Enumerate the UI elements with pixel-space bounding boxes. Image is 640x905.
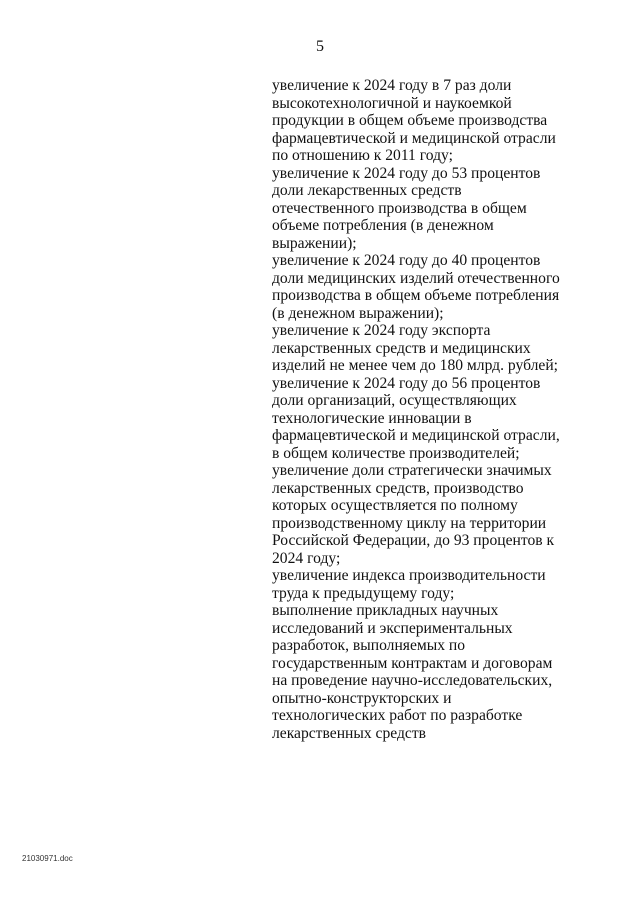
text-line: 2024 году; <box>272 549 341 567</box>
text-line: лекарственных средств <box>272 724 427 742</box>
text-line: исследований и экспериментальных <box>272 619 513 637</box>
text-line: выполнение прикладных научных <box>272 602 499 619</box>
text-line: лекарственных средств и медицинских <box>272 339 531 357</box>
text-line: лекарственных средств, производство <box>272 479 524 497</box>
text-line: отечественного производства в общем <box>272 199 527 217</box>
text-line: разработок, выполняемых по <box>272 637 466 654</box>
text-line: доли медицинских изделий отечественного <box>272 269 560 287</box>
page-number: 5 <box>316 38 324 55</box>
text-line: высокотехнологичной и наукоемкой <box>272 94 512 112</box>
text-line: доли организаций, осуществляющих <box>272 392 517 409</box>
body-text <box>272 77 592 742</box>
text-line: которых осуществляется по полному <box>272 497 518 514</box>
text-line: фармацевтической и медицинской отрасли, <box>272 427 560 444</box>
text-line: по отношению к 2011 году; <box>272 147 453 164</box>
text-line: в общем количестве производителей; <box>272 444 520 462</box>
text-line: технологические инновации в <box>272 409 472 427</box>
text-line: технологических работ по разработке <box>272 707 523 724</box>
text-line: увеличение индекса производительности <box>272 567 546 584</box>
text-line: труда к предыдущему году; <box>272 584 455 602</box>
text-line: производственному циклу на территории <box>272 514 547 532</box>
text-line: увеличение к 2024 году до 40 процентов <box>272 252 541 269</box>
text-line: увеличение доли стратегически значимых <box>272 462 552 479</box>
text-line: продукции в общем объеме производства <box>272 112 548 129</box>
text-line: Российской Федерации, до 93 процентов к <box>272 532 555 549</box>
text-line: выражении); <box>272 234 357 252</box>
text-line: увеличение к 2024 году до 53 процентов <box>272 164 541 182</box>
text-line: производства в общем объеме потребления <box>272 287 560 304</box>
text-line: увеличение к 2024 году до 56 процентов <box>272 374 541 392</box>
text-line: на проведение научно-исследовательских, <box>272 672 553 689</box>
text-line: фармацевтической и медицинской отрасли <box>272 129 556 147</box>
text-line: государственным контрактам и договорам <box>272 654 553 672</box>
text-line: изделий не менее чем до 180 млрд. рублей; <box>272 357 559 374</box>
text-line: увеличение к 2024 году в 7 раз доли <box>272 77 512 94</box>
text-line: опытно-конструкторских и <box>272 689 452 707</box>
text-line: (в денежном выражении); <box>272 304 444 322</box>
text-line: увеличение к 2024 году экспорта <box>272 322 491 339</box>
footer-file-code: 21030971.doc <box>22 854 73 863</box>
text-line: объеме потребления (в денежном <box>272 217 494 234</box>
text-line: доли лекарственных средств <box>272 182 462 199</box>
